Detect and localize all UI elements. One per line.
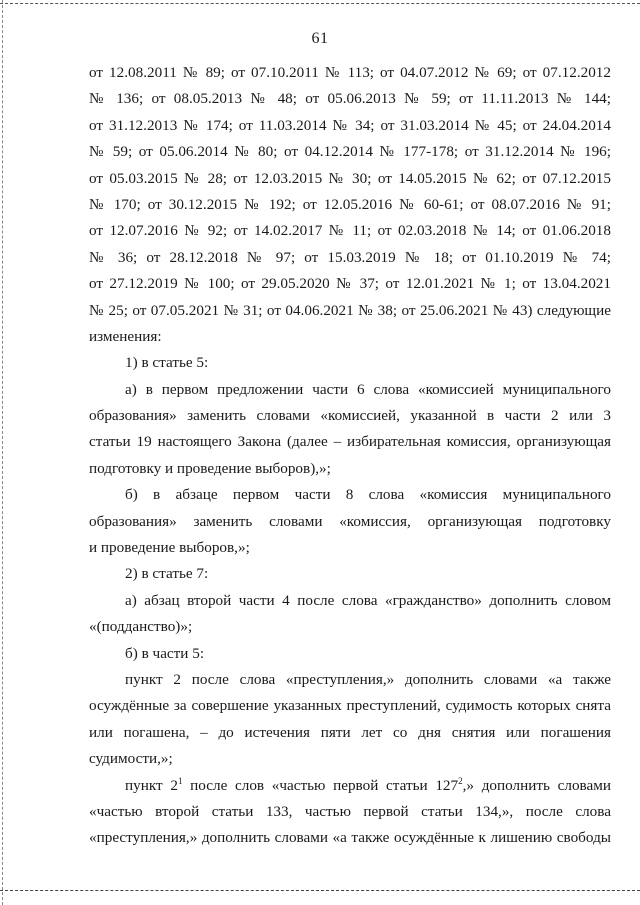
text-line: и проведение выборов,»; [89, 539, 250, 557]
text-line: от 27.12.2019 № 100; от 29.05.2020 № 37; от 12.01.2021 № 1; от 13.04.2021 [89, 275, 611, 293]
top-scan-border [0, 3, 640, 4]
text-line: № 59; от 05.06.2014 № 80; от 04.12.2014 № 177-178; от 31.12.2014 № 196; [89, 143, 611, 161]
text-line: осуждённые за совершение указанных преступлений, судимость которых снята [89, 697, 611, 715]
text-line: № 136; от 08.05.2013 № 48; от 05.06.2013 № 59; от 11.11.2013 № 144; [89, 90, 611, 108]
text-line: образования» заменить словами «комиссия, организующая подготовку [89, 512, 611, 530]
text-line: «преступления,» дополнить словами «а также осуждённые к лишению свободы [89, 829, 611, 847]
document-body [89, 60, 611, 852]
text-line: пункт 2 после слова «преступления,» дополнить словами «а также [125, 670, 611, 688]
text-line: изменения: [89, 327, 162, 345]
text-line: образования» заменить словами «комиссией, указанной в части 2 или 3 [89, 407, 611, 425]
text-line: от 12.08.2011 № 89; от 07.10.2011 № 113; от 04.07.2012 № 69; от 07.12.2012 [89, 64, 611, 81]
superscript: 1 [177, 775, 183, 786]
text-line: или погашена, – до истечения пяти лет со дня снятия или погашения [89, 723, 611, 741]
text-line: а) в первом предложении части 6 слова «комиссией муниципального [125, 380, 611, 398]
superscript: 2 [458, 775, 463, 786]
text-line: а) абзац второй части 4 после слова «гражданство» дополнить словом [125, 591, 611, 609]
text-line: 2) в статье 7: [125, 565, 209, 583]
page-number: 61 [311, 30, 329, 47]
text-line: № 25; от 07.05.2021 № 31; от 04.06.2021 № 38; от 25.06.2021 № 43) следующие [89, 301, 611, 319]
bottom-scan-border [0, 890, 640, 891]
text-line: статьи 19 настоящего Закона (далее – избирательная комиссия, организующая [89, 433, 611, 451]
text-line: «(подданство)»; [89, 618, 193, 636]
text-line: судимости,»; [89, 750, 173, 768]
text-line: № 170; от 30.12.2015 № 192; от 12.05.2016 № 60-61; от 08.07.2016 № 91; [89, 195, 611, 213]
left-scan-border [2, 0, 3, 905]
text-line: от 05.03.2015 № 28; от 12.03.2015 № 30; от 14.05.2015 № 62; от 07.12.2015 [89, 169, 611, 187]
text-line: от 12.07.2016 № 92; от 14.02.2017 № 11; от 02.03.2018 № 14; от 01.06.2018 [89, 222, 611, 240]
text-line: подготовку и проведение выборов),»; [89, 459, 331, 477]
text-line: № 36; от 28.12.2018 № 97; от 15.03.2019 № 18; от 01.10.2019 № 74; [89, 248, 611, 266]
text-line: б) в абзаце первом части 8 слова «комиссия муниципального [125, 486, 611, 504]
text-line: «частью второй статьи 133, частью первой статьи 134,», после слова [89, 802, 611, 820]
text-line: 1) в статье 5: [125, 354, 209, 372]
text-line: б) в части 5: [125, 644, 205, 662]
text-line: от 31.12.2013 № 174; от 11.03.2014 № 34; от 31.03.2014 № 45; от 24.04.2014 [89, 116, 611, 134]
text-line: пункт $2^1$ после слов «частью первой статьи $127^2$,» дополнить словами [125, 775, 611, 794]
